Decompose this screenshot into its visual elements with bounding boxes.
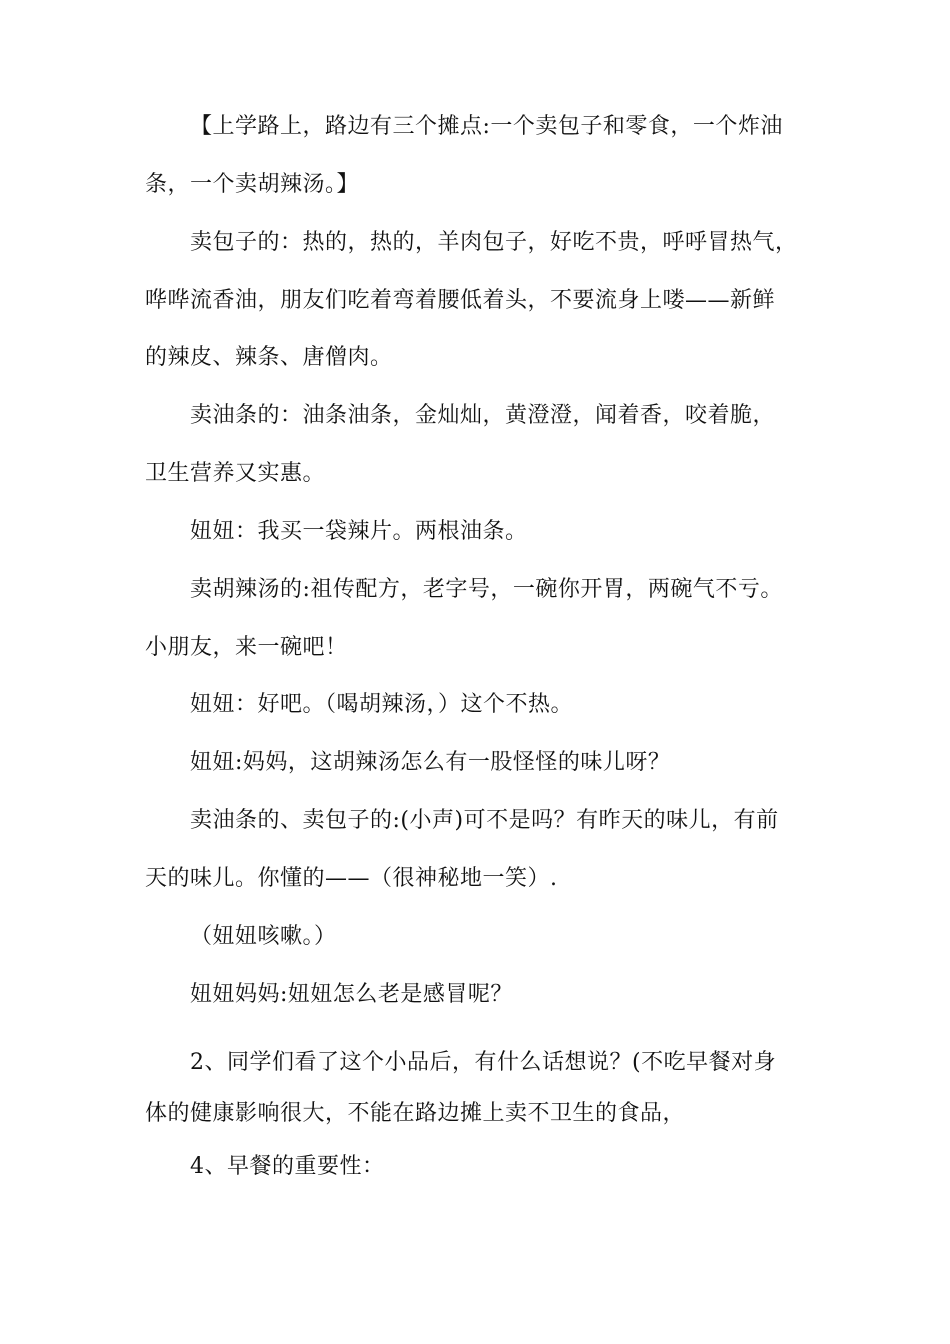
paragraph-line: 卖胡辣汤的:祖传配方，老字号，一碗你开胃，两碗气不亏。 <box>190 577 783 602</box>
paragraph-line: 妞妞妈妈:妞妞怎么老是感冒呢？ <box>190 982 513 1007</box>
paragraph-line: 4、早餐的重要性： <box>190 1154 385 1179</box>
paragraph-line: 体的健康影响很大，不能在路边摊上卖不卫生的食品， <box>145 1101 686 1126</box>
paragraph-line: 卫生营养又实惠。 <box>145 461 326 486</box>
paragraph-line: 天的味儿。你懂的——（很神秘地一笑）. <box>145 866 558 891</box>
paragraph-line: （妞妞咳嗽。） <box>190 924 337 949</box>
paragraph-line: 妞妞：好吧。（喝胡辣汤，）这个不热。 <box>190 692 574 717</box>
paragraph-line: 【上学路上，路边有三个摊点:一个卖包子和零食，一个炸油 <box>190 114 783 139</box>
paragraph-line: 小朋友，来一碗吧！ <box>145 635 348 660</box>
paragraph-line: 妞妞:妈妈，这胡辣汤怎么有一股怪怪的味儿呀？ <box>190 750 671 775</box>
paragraph-line: 2、同学们看了这个小品后，有什么话想说？(不吃早餐对身 <box>190 1050 777 1075</box>
paragraph-line: 哗哗流香油，朋友们吃着弯着腰低着头，不要流身上喽——新鲜 <box>145 288 776 313</box>
paragraph-line: 条，一个卖胡辣汤。】 <box>145 172 360 197</box>
paragraph-line: 卖油条的：油条油条，金灿灿，黄澄澄，闻着香，咬着脆， <box>190 403 776 428</box>
paragraph-line: 卖包子的：热的，热的，羊肉包子，好吃不贵，呼呼冒热气， <box>190 230 798 255</box>
paragraph-line: 卖油条的、卖包子的:(小声)可不是吗？有昨天的味儿，有前 <box>190 808 779 833</box>
paragraph-line: 的辣皮、辣条、唐僧肉。 <box>145 345 393 370</box>
paragraph-line: 妞妞：我买一袋辣片。两根油条。 <box>190 519 528 544</box>
